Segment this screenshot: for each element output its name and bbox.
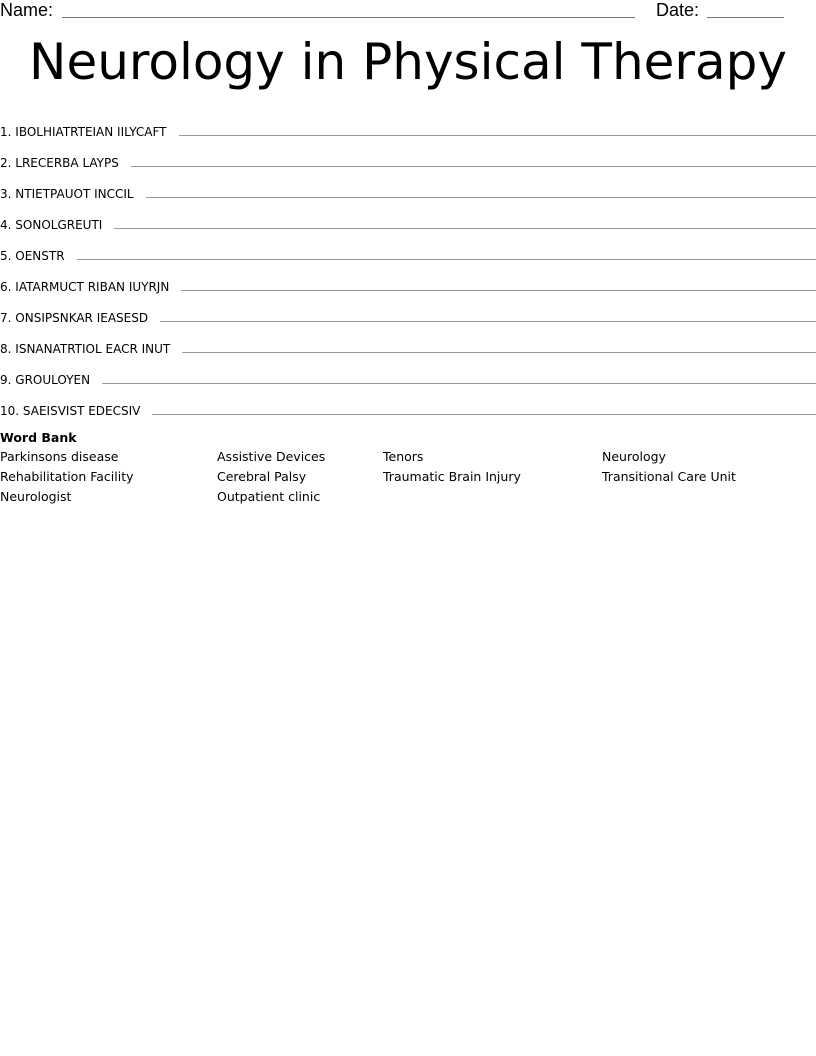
question-item [0, 391, 816, 422]
question-number: 3. [0, 187, 12, 201]
date-blank-line[interactable] [707, 17, 784, 18]
question-number: 6. [0, 280, 12, 294]
word-bank-term: Parkinsons disease [0, 449, 119, 464]
scrambled-word: LRECERBA LAYPS [15, 156, 119, 170]
word-bank-term: Neurology [602, 449, 666, 464]
answer-line[interactable] [160, 320, 816, 322]
question-item [0, 205, 816, 236]
question-item [0, 329, 816, 360]
word-bank-row [0, 447, 816, 467]
scrambled-word: OENSTR [15, 249, 65, 263]
question-item [0, 267, 816, 298]
word-bank-term: Rehabilitation Facility [0, 469, 134, 484]
scrambled-word: NTIETPAUOT INCCIL [15, 187, 134, 201]
name-blank-line[interactable] [62, 17, 635, 18]
question-item [0, 360, 816, 391]
word-bank [0, 429, 816, 507]
answer-line[interactable] [146, 196, 816, 198]
word-bank-title: Word Bank [0, 430, 77, 445]
answer-line[interactable] [179, 134, 816, 136]
header [0, 0, 816, 22]
word-bank-row [0, 467, 816, 487]
question-item [0, 112, 816, 143]
word-bank-term: Tenors [383, 449, 424, 464]
question-number: 7. [0, 311, 12, 325]
scrambled-word: SAEISVIST EDECSIV [22, 404, 141, 418]
question-number: 8. [0, 342, 12, 356]
word-bank-row [0, 487, 816, 507]
scrambled-word: IATARMUCT RIBAN IUYRJN [15, 280, 170, 294]
question-number: 10. [0, 404, 20, 418]
question-item [0, 143, 816, 174]
answer-line[interactable] [182, 351, 816, 353]
question-number: 1. [0, 125, 12, 139]
word-bank-term: Cerebral Palsy [217, 469, 307, 484]
scrambled-word: IBOLHIATRTEIAN IILYCAFT [15, 125, 167, 139]
scrambled-word: GROULOYEN [15, 373, 91, 387]
date-label: Date: [656, 0, 700, 20]
page-title: Neurology in Physical Therapy [29, 33, 787, 91]
word-bank-term: Traumatic Brain Injury [383, 469, 521, 484]
answer-line[interactable] [131, 165, 816, 167]
answer-line[interactable] [114, 227, 816, 229]
question-item [0, 236, 816, 267]
answer-line[interactable] [102, 382, 816, 384]
question-list [0, 112, 816, 422]
word-bank-term: Neurologist [0, 489, 72, 504]
name-label: Name: [0, 0, 54, 20]
question-number: 2. [0, 156, 12, 170]
scrambled-word: ONSIPSNKAR IEASESD [15, 311, 149, 325]
question-item [0, 174, 816, 205]
answer-line[interactable] [181, 289, 816, 291]
answer-line[interactable] [152, 413, 816, 415]
question-number: 9. [0, 373, 12, 387]
word-bank-term: Assistive Devices [217, 449, 326, 464]
word-bank-term: Outpatient clinic [217, 489, 321, 504]
scrambled-word: SONOLGREUTI [15, 218, 103, 232]
question-number: 5. [0, 249, 12, 263]
question-number: 4. [0, 218, 12, 232]
question-item [0, 298, 816, 329]
word-bank-term: Transitional Care Unit [602, 469, 736, 484]
answer-line[interactable] [77, 258, 816, 260]
scrambled-word: ISNANATRTIOL EACR INUT [15, 342, 171, 356]
